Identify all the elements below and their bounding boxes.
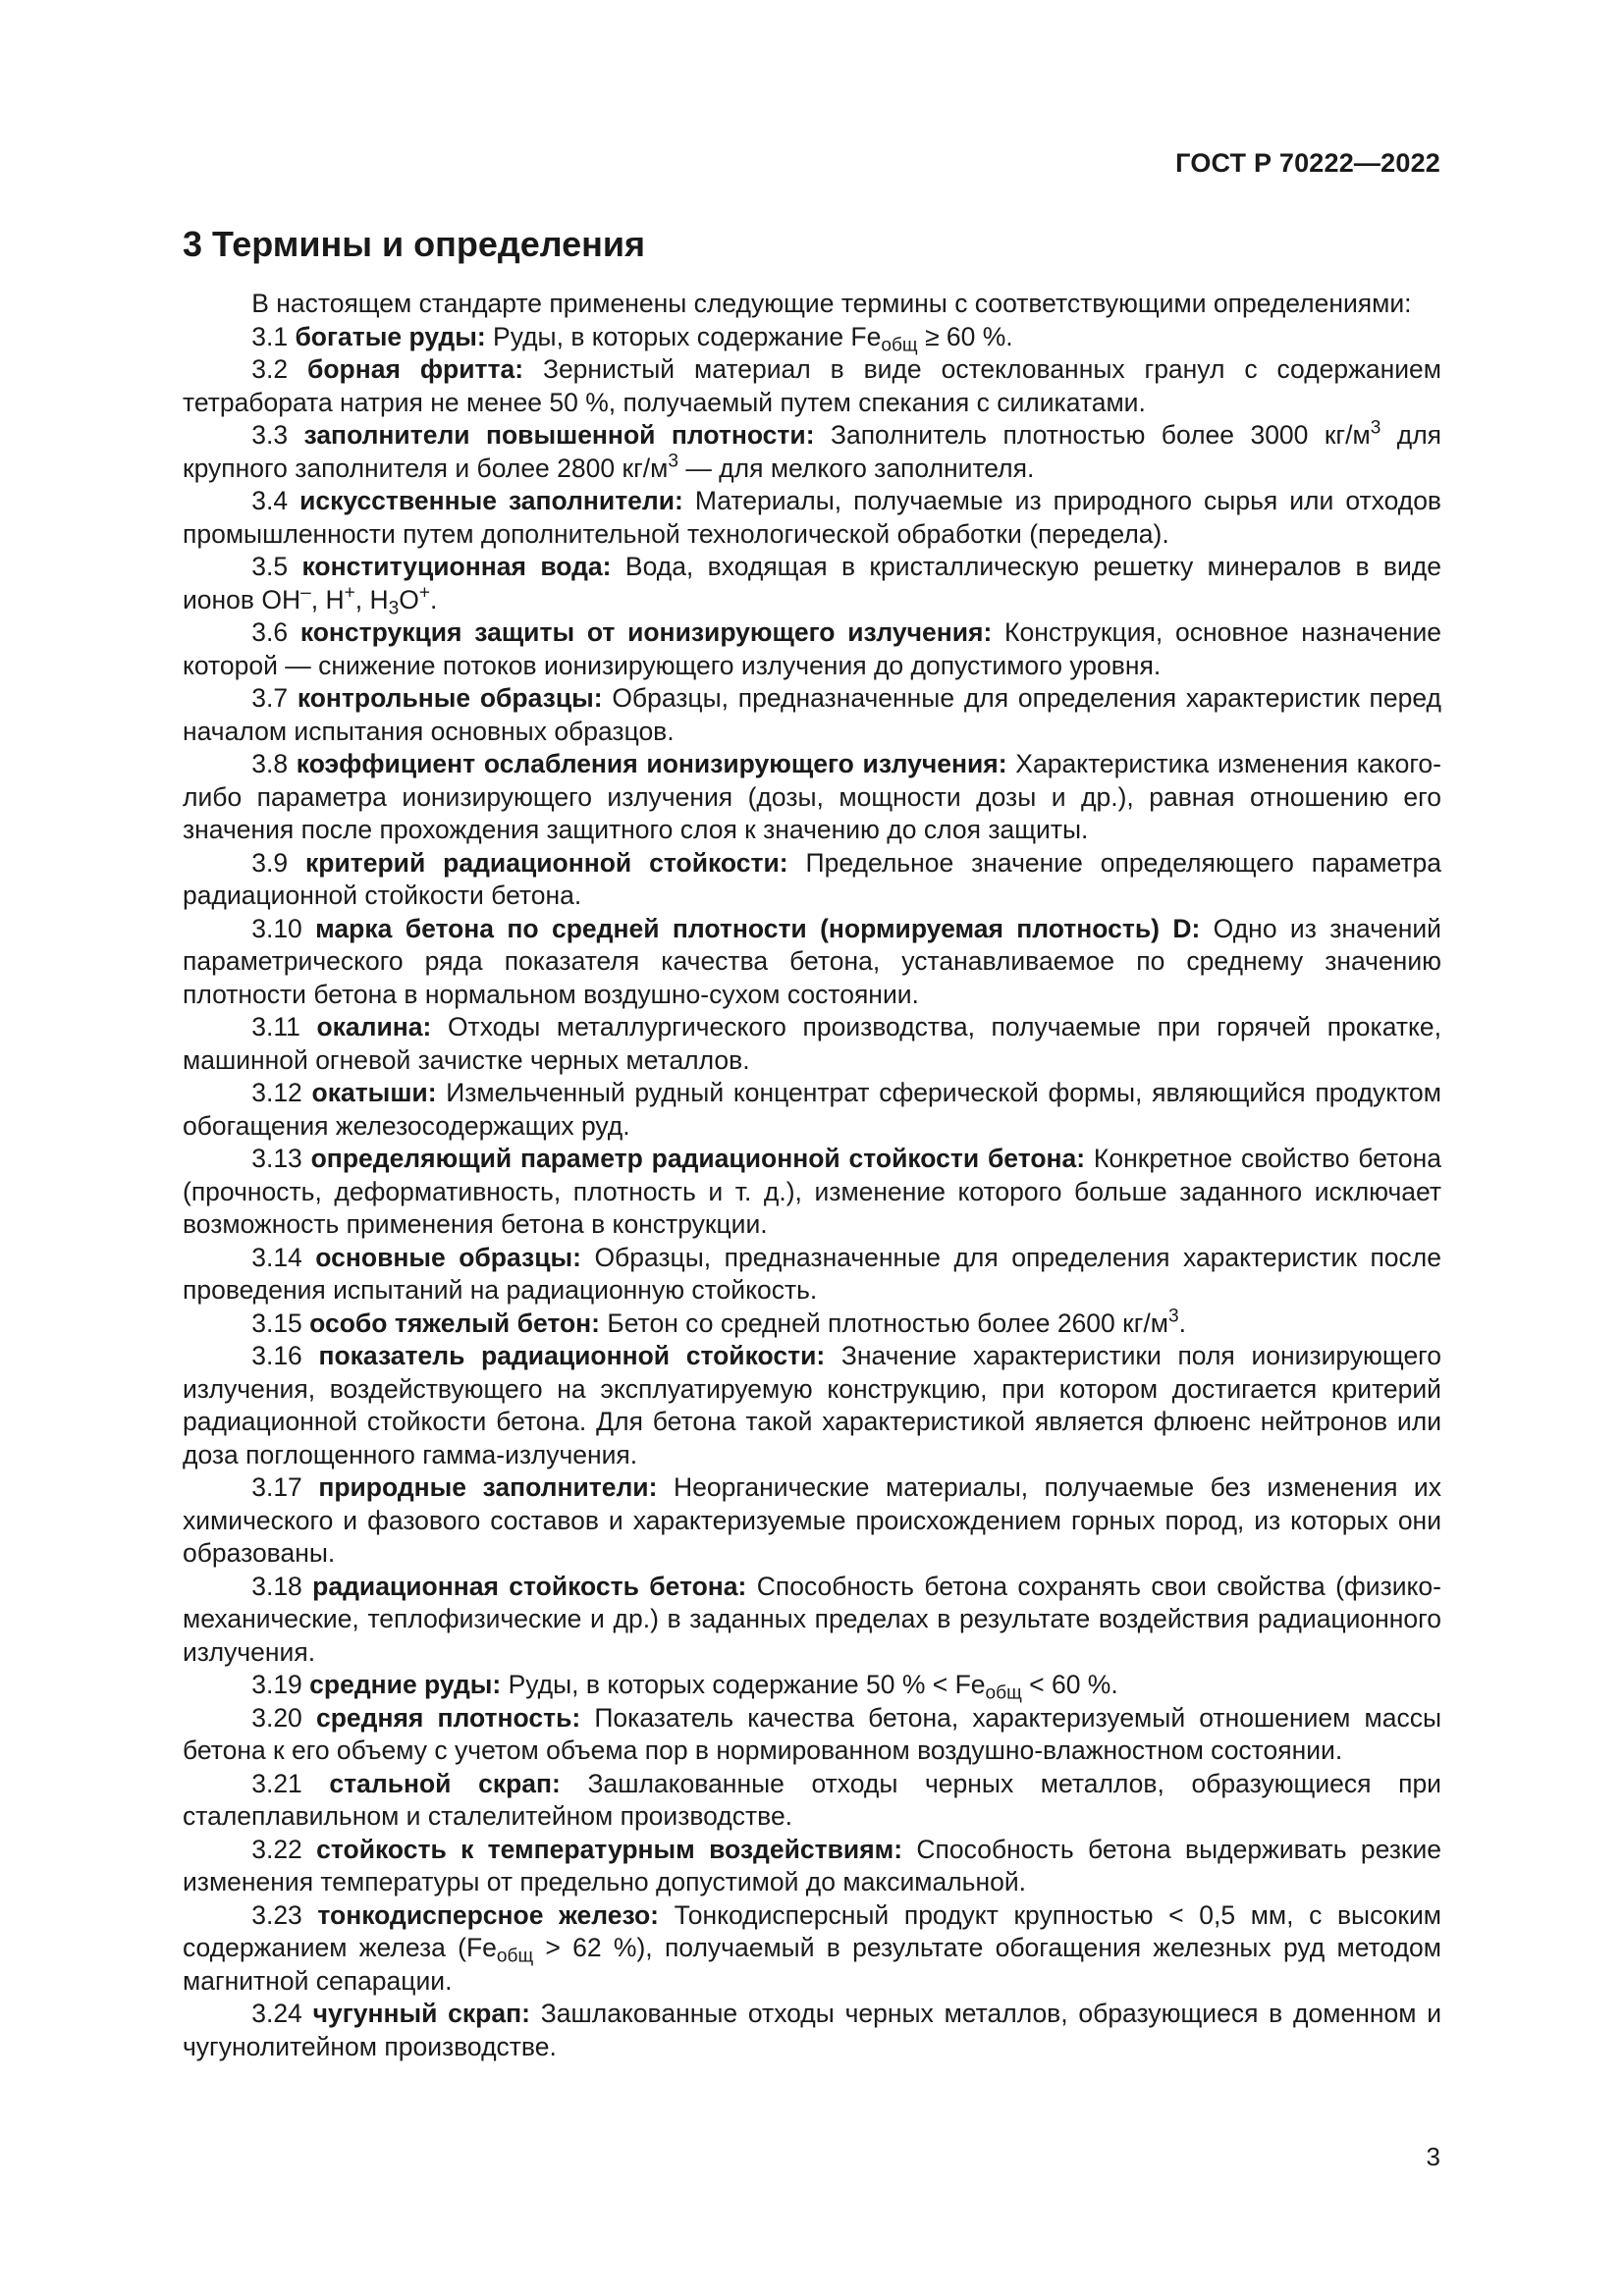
entry-definition-text: Зашлакованные отходы черных металлов, образующиеся при сталеплавильном и сталелитейном производстве. [183,1768,1441,1831]
entry-definition-text: — для мелкого заполнителя. [677,453,1035,483]
definition-entry [183,1702,1441,1768]
entry-definition-text: Конструкция, основное назначение которой — снижение потоков ионизирующего излучения до допустимого уровня. [183,617,1441,680]
definition-entry [183,1899,1441,1999]
entry-definition-text: Материалы, получаемые из природного сырья или отходов промышленности путем дополнительной технологической обработки (передела). [183,486,1442,549]
definition-entry [183,353,1441,419]
definition-entry [183,1308,1441,1341]
definition-entry [183,1998,1441,2063]
definition-entry [183,1669,1441,1702]
definition-entry [183,1768,1441,1834]
entry-term: особо тяжелый бетон: [309,1308,600,1338]
entry-term: окалина: [316,1012,432,1041]
entry-number: 3.12 [251,1078,302,1107]
entry-number: 3.5 [251,552,289,581]
entry-definition-text: Руды, в которых содержание Fe [485,321,882,351]
entry-definition-text: < 60 %. [1021,1670,1118,1699]
subscript: общ [985,1682,1022,1704]
entry-term: критерий радиационной стойкости: [305,847,788,878]
entry-definition-text: для крупного заполнителя и более 2800 кг/м [183,420,1442,483]
entry-term: чугунный скрап: [312,1999,530,2028]
entry-term: марка бетона по средней плотности (нормируемая плотность) D: [315,913,1201,943]
superscript: + [418,582,431,604]
definition-entry [183,748,1441,847]
definition-entry [183,485,1441,551]
definition-entry [183,1340,1441,1471]
entry-definition-text: Тонкодисперсный продукт крупностью < 0,5 мм, с высоким содержанием железа (Fe [183,1899,1442,1962]
entry-term: контрольные образцы: [297,683,603,713]
entry-number: 3.20 [251,1702,302,1733]
entry-term: стальной скрап: [329,1768,561,1798]
entry-definition-text: Конкретное свойство бетона (прочность, деформативность, плотность и т. д.), изменение которого больше заданного исключает возможность применения бетона в конструкции. [183,1144,1441,1239]
entry-definition-text: Отходы металлургического производства, получаемые при горячей прокатке, машинной огневой зачистке черных металлов. [183,1012,1441,1075]
entry-number: 3.17 [251,1472,302,1502]
entry-term: средняя плотность: [315,1702,581,1733]
entry-definition-text: Одно из значений параметрического ряда показателя качества бетона, устанавливаемое по среднему значению плотности бетона в нормальном воздушно-сухом состоянии. [183,913,1441,1009]
entry-definition-text: ≥ 60 %. [917,321,1013,351]
entry-definition-text: . [430,584,438,614]
superscript: + [344,582,355,604]
entry-term: окатыши: [311,1078,437,1107]
superscript: 3 [1370,417,1381,439]
superscript: – [300,582,311,604]
entry-definition-text: . [1178,1308,1186,1338]
subscript: общ [496,1946,534,1967]
entry-definition-text: Значение характеристики поля ионизирующего излучения, воздействующего на эксплуатируемую конструкцию, при котором достигается критерий радиационной стойкости бетона. Для бетона такой характеристикой является флюенс нейтронов или доза поглощенного гамма-излучения. [183,1341,1442,1469]
entry-definition-text: Неорганические материалы, получаемые без изменения их химического и фазового составов и характеризуемые происхождением горных пород, из которых они образованы. [183,1472,1441,1568]
superscript: 3 [1167,1306,1179,1327]
entry-definition-text: Образцы, предназначенные для определения характеристик после проведения испытаний на радиационную стойкость. [183,1242,1441,1305]
entry-definition-text: Измельченный рудный концентрат сферической формы, являющийся продуктом обогащения железосодержащих руд. [183,1078,1441,1141]
definition-entry [183,1242,1441,1308]
entry-term: искусственные заполнители: [299,486,683,515]
definition-entry [183,616,1441,682]
entry-term: показатель радиационной стойкости: [318,1341,826,1370]
entry-number: 3.14 [251,1242,302,1272]
entry-number: 3.18 [251,1571,302,1601]
entry-number: 3.23 [251,1899,302,1930]
entry-term: конституционная вода: [301,552,612,581]
subscript: 3 [388,597,400,618]
entry-number: 3.9 [251,847,289,878]
entry-definition-text: > 62 %), получаемый в результате обогащения железных руд методом магнитной сепарации. [183,1933,1441,1996]
entry-definition-text: Зашлакованные отходы черных металлов, образующиеся в доменном и чугунолитейном производстве. [183,1999,1441,2061]
entry-number: 3.15 [251,1308,302,1338]
entry-number: 3.13 [251,1144,302,1173]
entry-number: 3.4 [251,486,289,515]
entry-term: борная фритта: [306,354,524,384]
entry-definition-text: Вода, входящая в кристаллическую решетку минералов в виде ионов ОН [183,552,1441,614]
entry-number: 3.3 [251,420,289,450]
entry-term: природные заполнители: [318,1472,658,1502]
definition-entry [183,1834,1441,1899]
entry-term: богатые руды: [295,321,486,351]
definition-entry [183,682,1441,748]
entry-number: 3.21 [251,1768,302,1798]
definition-entry [183,551,1441,616]
definition-entry [183,321,1441,354]
entry-definition-text: Зернистый материал в виде остеклованных гранул с содержанием тетрабората натрия не менее 50 %, получаемый путем спекания с силикатами. [183,354,1442,417]
definition-entry [183,1077,1441,1143]
entry-term: определяющий параметр радиационной стойкости бетона: [310,1144,1086,1173]
entry-number: 3.7 [251,683,289,713]
entry-definition-text: Показатель качества бетона, характеризуемый отношением массы бетона к его объему с учетом объема пор в нормированном воздушно-влажностном состоянии. [183,1702,1441,1765]
intro-paragraph: В настоящем стандарте применены следующие термины с соответствующими определениями: [251,289,1412,318]
definition-entry [183,1143,1441,1242]
definition-entry [183,1571,1441,1670]
subscript: общ [881,334,918,355]
definitions-body [183,288,1441,2063]
entry-definition-text: Руды, в которых содержание 50 % < Fe [501,1670,986,1699]
entry-term: тонкодисперсное железо: [317,1899,659,1930]
entry-number: 3.22 [251,1834,302,1864]
entry-term: заполнители повышенной плотности: [303,420,815,450]
entry-term: конструкция защиты от ионизирующего излучения: [299,617,993,647]
entry-number: 3.19 [251,1670,302,1699]
superscript: 3 [668,451,678,472]
entry-term: стойкость к температурным воздействиям: [316,1834,903,1864]
entry-term: коэффициент ослабления ионизирующего излучения: [296,749,1007,778]
entry-term: средние руды: [309,1670,502,1699]
entry-number: 3.2 [251,354,289,384]
entry-definition-text: Образцы, предназначенные для определения характеристик перед началом испытания основных образцов. [183,683,1441,746]
definitions-list [183,321,1441,2064]
definition-entry [183,1471,1441,1571]
entry-term: основные образцы: [315,1242,581,1272]
entry-definition-text: О [399,584,419,614]
definition-entry [183,419,1441,485]
entry-number: 3.8 [251,749,289,778]
definition-entry [183,1011,1441,1077]
entry-number: 3.6 [251,617,289,647]
entry-definition-text: Характеристика изменения какого-либо параметра ионизирующего излучения (дозы, мощности дозы и др.), равная отношению его значения после прохождения защитного слоя к значению до слоя защиты. [183,749,1441,844]
entry-definition-text: Заполнитель плотностью более 3000 кг/м [814,420,1371,450]
document-header: ГОСТ Р 70222—2022 [1175,148,1440,178]
entry-definition-text: Способность бетона сохранять свои свойства (физико-механические, теплофизические и др.) в заданных пределах в результате воздействия радиационного излучения. [183,1571,1441,1667]
entry-number: 3.1 [251,321,289,351]
entry-definition-text: Способность бетона выдерживать резкие изменения температуры от предельно допустимой до максимальной. [183,1834,1442,1896]
entry-number: 3.24 [251,1999,302,2028]
entry-definition-text: , Н [354,584,389,614]
entry-number: 3.10 [251,913,302,943]
entry-term: радиационная стойкость бетона: [312,1571,747,1601]
entry-number: 3.16 [251,1341,302,1370]
definition-entry [183,847,1441,913]
entry-definition-text: Бетон со средней плотностью более 2600 кг/м [600,1308,1168,1338]
page-number: 3 [1426,2142,1440,2171]
entry-definition-text: Предельное значение определяющего параметра радиационной стойкости бетона. [183,847,1442,910]
entry-number: 3.11 [251,1012,300,1041]
section-title: 3 Термины и определения [183,224,646,264]
entry-definition-text: , Н [310,584,345,614]
definition-entry [183,913,1441,1012]
